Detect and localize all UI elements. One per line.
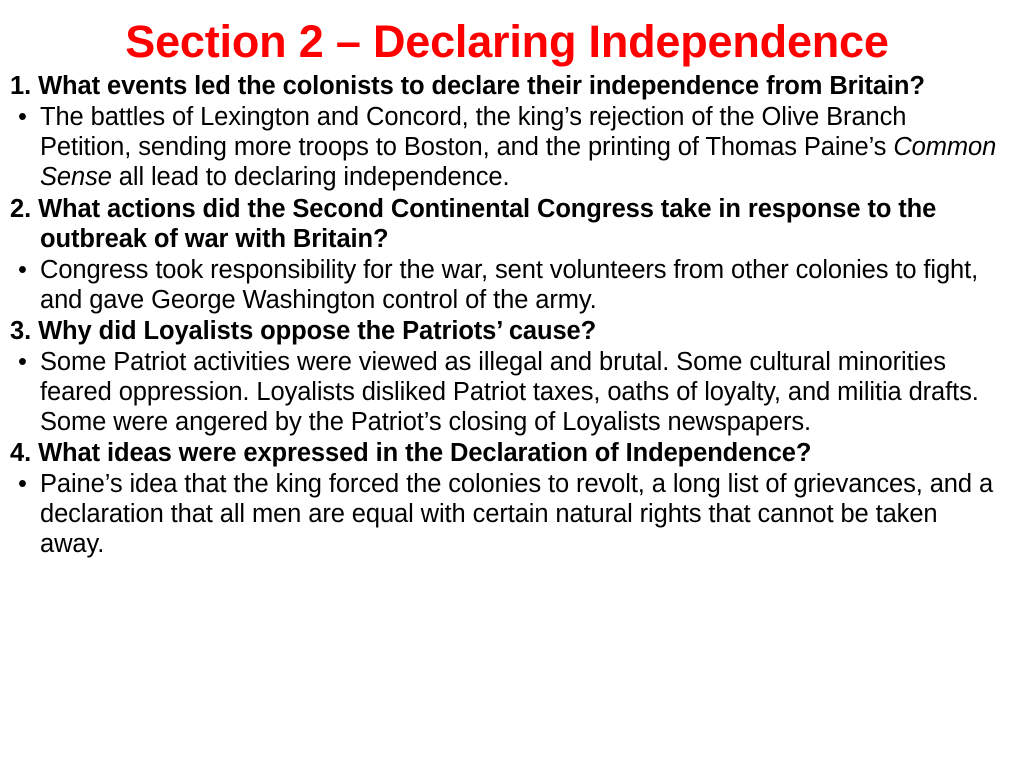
slide-content <box>10 71 1004 559</box>
bullet-icon: • <box>18 470 27 499</box>
answer-item <box>10 347 1004 437</box>
answer-text-italic: Common Sense <box>40 133 997 192</box>
question-item <box>10 194 1004 254</box>
answer-item <box>10 469 1004 559</box>
answer-text-part-2: all lead to declaring independence. <box>111 163 510 192</box>
page-title: Section 2 – Declaring Independence <box>125 16 889 67</box>
question-number: 4. <box>10 439 32 468</box>
answer-text-part-1: Paine’s idea that the king forced the colonies to revolt, a long list of grievances, and a declaration that all men are equal with certain natural rights that cannot be taken away. <box>40 470 994 559</box>
question-item <box>10 438 1004 468</box>
question-text: What actions did the Second Continental Congress take in response to the outbreak of war with Britain? <box>38 194 937 253</box>
answer-text-part-1: Congress took responsibility for the war, sent volunteers from other colonies to fight, and gave George Washington control of the army. <box>40 255 979 314</box>
answer-item <box>10 102 1004 192</box>
bullet-icon: • <box>18 347 27 376</box>
question-text: Why did Loyalists oppose the Patriots’ cause? <box>38 316 597 345</box>
question-number: 3. <box>10 316 32 345</box>
question-item <box>10 71 1004 101</box>
answer-item <box>10 255 1004 315</box>
answer-text-part-1: The battles of Lexington and Concord, the king’s rejection of the Olive Branch Petition, sending more troops to Boston, and the printing of Thomas Paine’s <box>40 103 907 162</box>
question-text: What ideas were expressed in the Declaration of Independence? <box>38 439 812 468</box>
bullet-icon: • <box>18 255 27 284</box>
question-number: 1. <box>10 72 32 101</box>
question-number: 2. <box>10 194 32 223</box>
bullet-icon: • <box>18 103 27 132</box>
question-item <box>10 316 1004 346</box>
question-text: What events led the colonists to declare their independence from Britain? <box>38 72 925 101</box>
answer-text-part-1: Some Patriot activities were viewed as illegal and brutal. Some cultural minorities feared oppression. Loyalists disliked Patriot taxes, oaths of loyalty, and militia drafts. Some were angered by the Patriot’s closing of Loyalists newspapers. <box>40 347 979 437</box>
